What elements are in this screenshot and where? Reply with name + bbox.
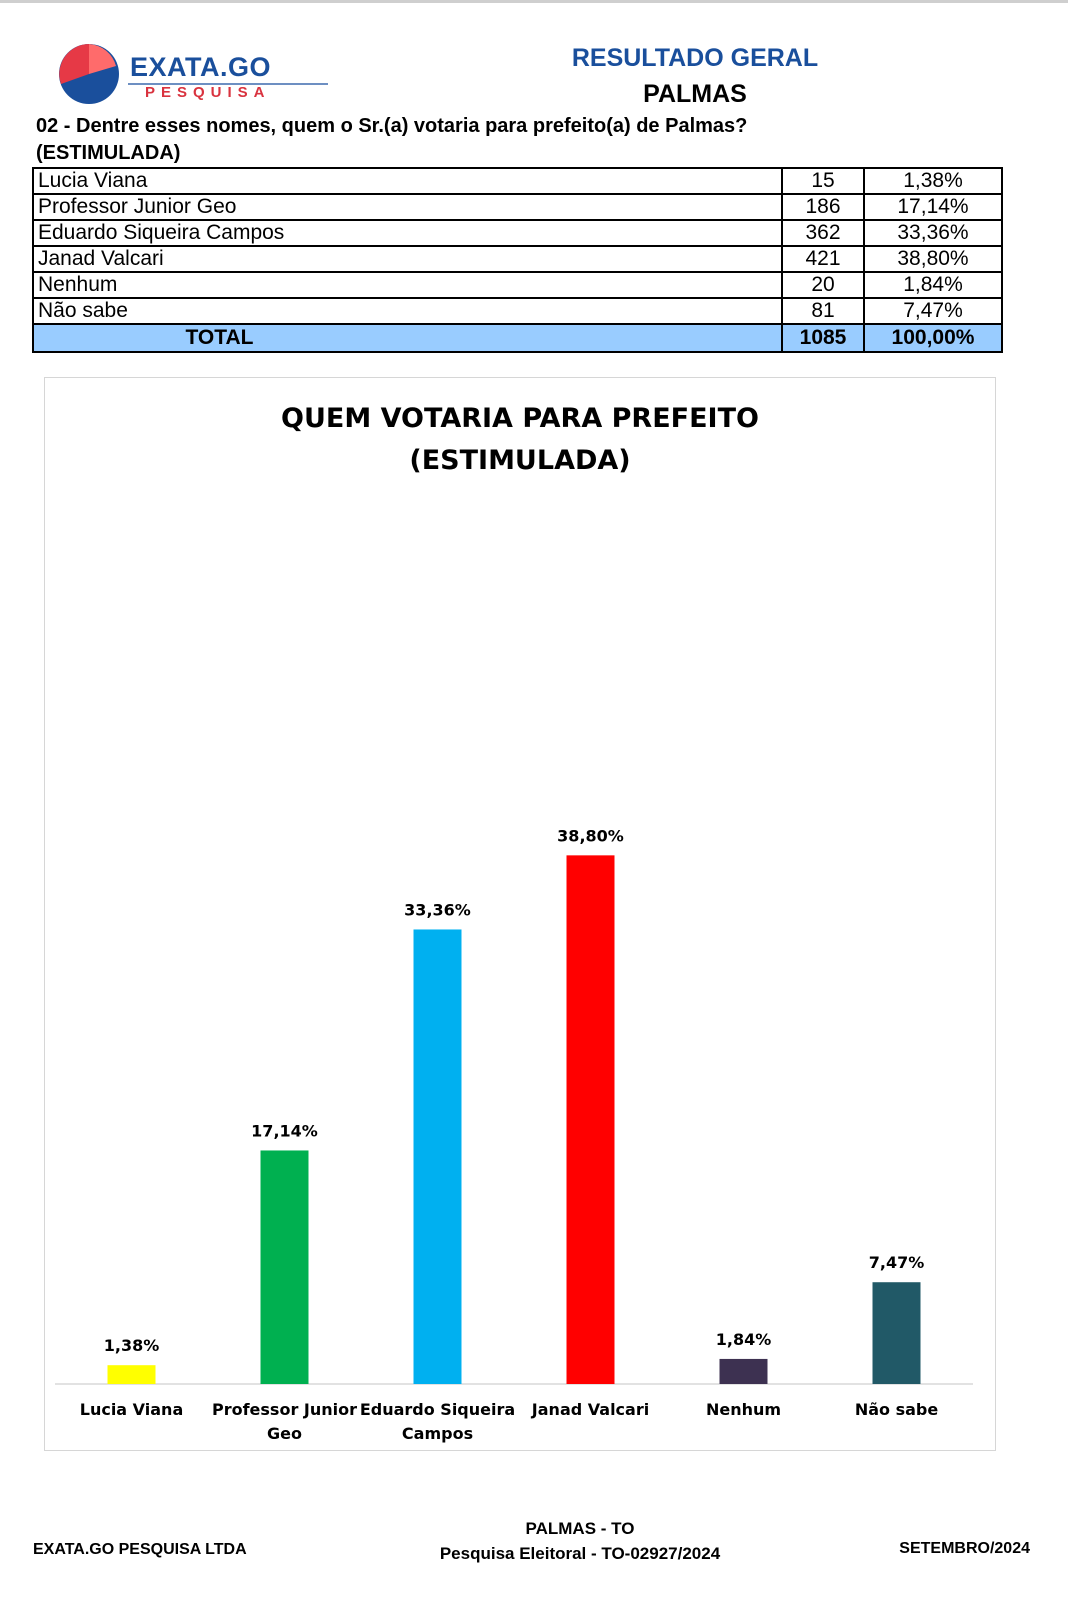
- vote-count: 186: [782, 194, 864, 220]
- candidate-name: Lucia Viana: [33, 168, 782, 194]
- vote-count: 362: [782, 220, 864, 246]
- data-label: 17,14%: [251, 1121, 318, 1141]
- vote-percent: 1,84%: [864, 272, 1002, 298]
- logo-subtitle: PESQUISA: [145, 84, 271, 101]
- table-row: [33, 220, 1002, 246]
- bar: [108, 1365, 156, 1384]
- vote-count: 20: [782, 272, 864, 298]
- category-label: Professor Junior: [211, 1400, 358, 1419]
- table-row: [33, 298, 1002, 324]
- table-row: [33, 246, 1002, 272]
- data-label: 33,36%: [404, 900, 471, 920]
- data-label: 7,47%: [868, 1253, 925, 1273]
- chart-title-line-1: QUEM VOTARIA PARA PREFEITO: [281, 403, 759, 434]
- footer-city: PALMAS - TO: [525, 1519, 635, 1538]
- vote-percent: 1,38%: [864, 168, 1002, 194]
- total-label: TOTAL: [33, 324, 782, 352]
- page-title: RESULTADO GERAL: [571, 44, 819, 72]
- category-label: Janad Valcari: [531, 1400, 650, 1419]
- vote-count: 15: [782, 168, 864, 194]
- footer-date: SETEMBRO/2024: [899, 1540, 1030, 1557]
- category-label: Nenhum: [705, 1400, 782, 1419]
- category-label: Eduardo Siqueira: [359, 1400, 516, 1419]
- vote-percent: 33,36%: [864, 220, 1002, 246]
- vote-count: 421: [782, 246, 864, 272]
- category-label: Campos: [401, 1424, 474, 1443]
- bar: [414, 929, 462, 1384]
- bar-chart: [45, 378, 995, 1450]
- data-label: 38,80%: [557, 826, 624, 846]
- candidate-name: Janad Valcari: [33, 246, 782, 272]
- question-line-2: (ESTIMULADA): [36, 142, 181, 164]
- bar: [261, 1150, 309, 1384]
- category-label: Lucia Viana: [79, 1400, 184, 1419]
- page-subtitle: PALMAS: [643, 80, 747, 108]
- question-text: [36, 113, 1016, 167]
- total-count: 1085: [782, 324, 864, 352]
- exata-logo: [58, 44, 288, 108]
- candidate-name: Eduardo Siqueira Campos: [33, 220, 782, 246]
- vote-count: 81: [782, 298, 864, 324]
- total-percent: 100,00%: [864, 324, 1002, 352]
- footer-company: EXATA.GO PESQUISA LTDA: [33, 1541, 247, 1558]
- category-label: Geo: [267, 1424, 302, 1443]
- footer-center: [400, 1516, 760, 1566]
- table-total-row: [33, 324, 1002, 352]
- category-label: Não sabe: [854, 1400, 939, 1419]
- candidate-name: Professor Junior Geo: [33, 194, 782, 220]
- top-border: [0, 0, 1068, 3]
- vote-percent: 7,47%: [864, 298, 1002, 324]
- candidate-name: Nenhum: [33, 272, 782, 298]
- bar: [567, 855, 615, 1384]
- candidate-name: Não sabe: [33, 298, 782, 324]
- question-line-1: 02 - Dentre esses nomes, quem o Sr.(a) votaria para prefeito(a) de Palmas?: [36, 115, 748, 137]
- table-row: [33, 194, 1002, 220]
- chart-area: [44, 377, 996, 1451]
- table-row: [33, 168, 1002, 194]
- logo-name: EXATA.GO: [130, 52, 272, 82]
- data-label: 1,38%: [103, 1336, 160, 1356]
- bar: [720, 1359, 768, 1384]
- vote-percent: 17,14%: [864, 194, 1002, 220]
- vote-percent: 38,80%: [864, 246, 1002, 272]
- logo-pie-icon: [58, 44, 122, 108]
- chart-title-line-2: (ESTIMULADA): [409, 445, 631, 476]
- results-table: [32, 167, 1003, 353]
- footer-registration: Pesquisa Eleitoral - TO-02927/2024: [439, 1544, 721, 1563]
- data-label: 1,84%: [715, 1329, 772, 1349]
- table-row: [33, 272, 1002, 298]
- bar: [873, 1282, 921, 1384]
